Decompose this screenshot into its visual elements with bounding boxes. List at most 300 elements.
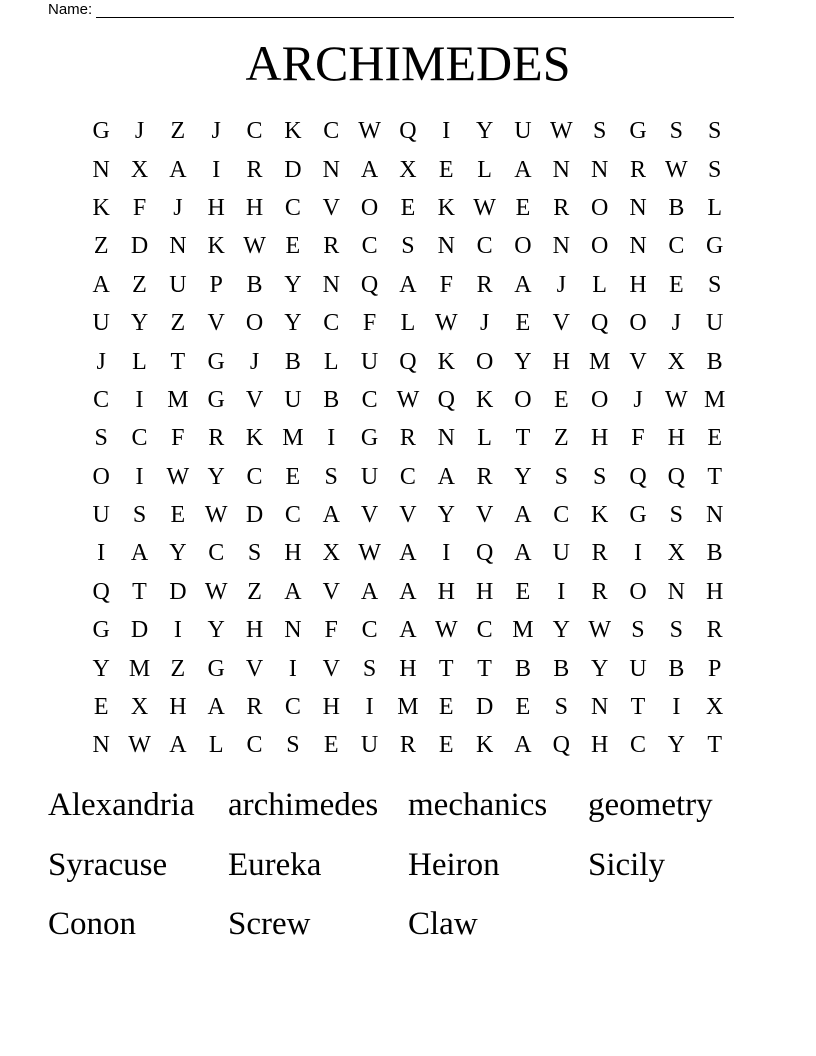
grid-letter[interactable]: H bbox=[437, 578, 455, 605]
grid-letter[interactable]: X bbox=[667, 540, 685, 567]
grid-row bbox=[82, 419, 734, 457]
grid-letter[interactable]: C bbox=[361, 386, 378, 413]
grid-letter[interactable]: S bbox=[94, 425, 108, 452]
grid-row bbox=[82, 496, 734, 534]
grid-letter[interactable]: P bbox=[707, 655, 722, 682]
grid-letter[interactable]: G bbox=[92, 617, 110, 644]
grid-letter[interactable]: I bbox=[212, 156, 221, 183]
grid-letter[interactable]: Y bbox=[514, 463, 532, 490]
grid-letter[interactable]: R bbox=[246, 156, 263, 183]
grid-letter[interactable]: Y bbox=[284, 271, 302, 298]
grid-letter[interactable]: C bbox=[93, 386, 110, 413]
grid-letter[interactable]: E bbox=[170, 502, 186, 529]
grid-letter[interactable]: Q bbox=[437, 386, 455, 413]
grid-letter[interactable]: O bbox=[514, 233, 532, 260]
grid-letter[interactable]: V bbox=[322, 194, 340, 221]
grid-letter[interactable]: A bbox=[514, 540, 532, 567]
grid-letter[interactable]: R bbox=[323, 233, 340, 260]
grid-letter[interactable]: N bbox=[667, 578, 685, 605]
grid-letter[interactable]: C bbox=[553, 502, 570, 529]
name-blank-line bbox=[96, 3, 734, 18]
grid-letter[interactable]: H bbox=[629, 271, 647, 298]
grid-letter[interactable]: X bbox=[399, 156, 417, 183]
grid-letter[interactable]: Q bbox=[667, 463, 685, 490]
grid-letter[interactable]: W bbox=[549, 118, 573, 145]
grid-letter[interactable]: K bbox=[245, 425, 264, 452]
grid-letter[interactable]: E bbox=[515, 694, 531, 721]
grid-letter[interactable]: V bbox=[399, 502, 417, 529]
grid-letter[interactable]: Y bbox=[92, 655, 110, 682]
grid-letter[interactable]: H bbox=[399, 655, 417, 682]
grid-letter[interactable]: B bbox=[668, 194, 685, 221]
grid-letter[interactable]: D bbox=[475, 694, 494, 721]
grid-letter[interactable]: W bbox=[166, 463, 190, 490]
grid-letter[interactable]: R bbox=[591, 540, 608, 567]
grid-letter[interactable]: V bbox=[207, 310, 225, 337]
grid-letter[interactable]: A bbox=[130, 540, 149, 567]
grid-letter[interactable]: W bbox=[358, 118, 381, 145]
grid-letter[interactable]: I bbox=[135, 386, 144, 413]
grid-letter[interactable]: V bbox=[322, 655, 340, 682]
grid-row bbox=[82, 458, 734, 496]
grid-letter[interactable]: T bbox=[630, 694, 646, 721]
grid-letter[interactable]: R bbox=[629, 156, 646, 183]
grid-letter[interactable]: E bbox=[438, 156, 454, 183]
grid-letter[interactable]: N bbox=[322, 156, 340, 183]
grid-letter[interactable]: A bbox=[514, 156, 532, 183]
grid-letter[interactable]: X bbox=[667, 348, 685, 375]
grid-letter[interactable]: Q bbox=[399, 118, 417, 145]
grid-letter[interactable]: W bbox=[396, 386, 420, 413]
grid-letter[interactable]: A bbox=[92, 271, 110, 298]
grid-letter[interactable]: C bbox=[476, 617, 493, 644]
grid-letter[interactable]: R bbox=[399, 425, 416, 452]
grid-letter[interactable]: S bbox=[132, 502, 147, 529]
grid-letter[interactable]: E bbox=[438, 732, 454, 759]
grid-letter[interactable]: S bbox=[592, 463, 607, 490]
grid-letter[interactable]: G bbox=[207, 348, 225, 375]
grid-letter[interactable]: L bbox=[592, 271, 607, 298]
grid-letter[interactable]: M bbox=[282, 425, 304, 452]
grid-letter[interactable]: X bbox=[706, 694, 724, 721]
grid-letter[interactable]: W bbox=[358, 540, 381, 567]
grid-letter[interactable]: S bbox=[669, 502, 683, 529]
grid-letter[interactable]: H bbox=[590, 732, 609, 759]
grid-letter[interactable]: C bbox=[284, 502, 301, 529]
grid-letter[interactable]: S bbox=[324, 463, 338, 490]
grid-letter[interactable]: U bbox=[360, 463, 379, 490]
grid-letter[interactable]: S bbox=[669, 617, 683, 644]
grid-letter[interactable]: N bbox=[590, 156, 609, 183]
grid-letter[interactable]: R bbox=[706, 617, 723, 644]
grid-letter[interactable]: G bbox=[706, 233, 724, 260]
grid-letter[interactable]: N bbox=[629, 194, 647, 221]
grid-letter[interactable]: Y bbox=[590, 655, 609, 682]
grid-letter[interactable]: M bbox=[588, 348, 611, 375]
grid-letter[interactable]: N bbox=[322, 271, 340, 298]
grid-letter[interactable]: Z bbox=[170, 655, 186, 682]
grid-letter[interactable]: Z bbox=[93, 233, 109, 260]
grid-letter[interactable]: F bbox=[439, 271, 453, 298]
grid-letter[interactable]: M bbox=[167, 386, 189, 413]
grid-letter[interactable]: W bbox=[204, 502, 228, 529]
grid-letter[interactable]: S bbox=[631, 617, 645, 644]
grid-letter[interactable]: K bbox=[437, 348, 455, 375]
grid-letter[interactable]: F bbox=[324, 617, 338, 644]
grid-letter[interactable]: B bbox=[284, 348, 301, 375]
grid-letter[interactable]: H bbox=[590, 425, 609, 452]
grid-letter[interactable]: E bbox=[553, 386, 569, 413]
grid-letter[interactable]: T bbox=[477, 655, 492, 682]
grid-letter[interactable]: C bbox=[323, 118, 340, 145]
grid-letter[interactable]: R bbox=[591, 578, 608, 605]
grid-row bbox=[82, 573, 734, 611]
grid-letter[interactable]: A bbox=[322, 502, 340, 529]
grid-letter[interactable]: S bbox=[554, 694, 568, 721]
grid-letter[interactable]: T bbox=[170, 348, 186, 375]
grid-letter[interactable]: W bbox=[665, 386, 688, 413]
grid-letter[interactable]: C bbox=[361, 617, 378, 644]
grid-letter[interactable]: R bbox=[553, 194, 570, 221]
grid-letter[interactable]: C bbox=[284, 194, 301, 221]
grid-letter[interactable]: E bbox=[285, 463, 301, 490]
grid-letter[interactable]: I bbox=[442, 118, 451, 145]
word-list bbox=[48, 780, 768, 959]
grid-letter[interactable]: U bbox=[284, 386, 302, 413]
grid-letter[interactable]: V bbox=[245, 655, 264, 682]
grid-row bbox=[82, 150, 734, 188]
grid-letter[interactable]: O bbox=[590, 194, 609, 221]
grid-letter[interactable]: E bbox=[515, 194, 531, 221]
grid-letter[interactable]: U bbox=[706, 310, 724, 337]
grid-letter[interactable]: S bbox=[286, 732, 300, 759]
grid-letter[interactable]: L bbox=[400, 310, 416, 337]
grid-letter[interactable]: T bbox=[707, 732, 722, 759]
grid-letter[interactable]: I bbox=[135, 463, 144, 490]
grid-letter[interactable]: V bbox=[475, 502, 494, 529]
grid-letter[interactable]: W bbox=[128, 732, 151, 759]
grid-letter[interactable]: C bbox=[668, 233, 685, 260]
grid-letter[interactable]: A bbox=[169, 732, 187, 759]
grid-letter[interactable]: A bbox=[169, 156, 187, 183]
grid-letter[interactable]: H bbox=[245, 194, 264, 221]
grid-letter[interactable]: R bbox=[476, 463, 493, 490]
grid-letter[interactable]: E bbox=[707, 425, 722, 452]
grid-letter[interactable]: D bbox=[245, 502, 264, 529]
grid-letter[interactable]: S bbox=[362, 655, 377, 682]
grid-letter[interactable]: O bbox=[360, 194, 379, 221]
grid-letter[interactable]: O bbox=[92, 463, 110, 490]
grid-letter[interactable]: J bbox=[671, 310, 681, 337]
grid-letter[interactable]: Y bbox=[475, 118, 494, 145]
grid-letter[interactable]: Z bbox=[170, 118, 186, 145]
grid-letter[interactable]: N bbox=[552, 156, 570, 183]
grid-letter[interactable]: L bbox=[208, 732, 224, 759]
grid-letter[interactable]: W bbox=[434, 310, 458, 337]
grid-letter[interactable]: A bbox=[399, 271, 417, 298]
grid-letter[interactable]: I bbox=[442, 540, 451, 567]
grid-letter[interactable]: S bbox=[554, 463, 568, 490]
grid-letter[interactable]: W bbox=[588, 617, 611, 644]
grid-letter[interactable]: Y bbox=[207, 463, 225, 490]
grid-letter[interactable]: R bbox=[399, 732, 416, 759]
grid-letter[interactable]: T bbox=[707, 463, 722, 490]
grid-letter[interactable]: K bbox=[475, 386, 494, 413]
grid-letter[interactable]: S bbox=[707, 118, 722, 145]
grid-letter[interactable]: O bbox=[590, 386, 609, 413]
grid-letter[interactable]: C bbox=[399, 463, 416, 490]
grid-letter[interactable]: A bbox=[360, 156, 379, 183]
grid-letter[interactable]: S bbox=[401, 233, 415, 260]
grid-letter[interactable]: A bbox=[437, 463, 455, 490]
grid-letter[interactable]: E bbox=[400, 194, 416, 221]
grid-letter[interactable]: M bbox=[512, 617, 534, 644]
grid-letter[interactable]: U bbox=[92, 502, 110, 529]
grid-letter[interactable]: H bbox=[284, 540, 302, 567]
grid-letter[interactable]: Z bbox=[132, 271, 147, 298]
grid-letter[interactable]: L bbox=[132, 348, 147, 375]
grid-letter[interactable]: N bbox=[284, 617, 302, 644]
grid-letter[interactable]: Y bbox=[552, 617, 570, 644]
grid-letter[interactable]: A bbox=[514, 271, 532, 298]
grid-letter[interactable]: C bbox=[284, 694, 301, 721]
grid-letter[interactable]: C bbox=[131, 425, 148, 452]
grid-letter[interactable]: T bbox=[438, 655, 454, 682]
grid-letter[interactable]: Z bbox=[170, 310, 186, 337]
word-list-item: Sicily bbox=[588, 846, 666, 883]
grid-letter[interactable]: H bbox=[322, 694, 340, 721]
grid-letter[interactable]: H bbox=[475, 578, 494, 605]
grid-letter[interactable]: C bbox=[208, 540, 225, 567]
grid-letter[interactable]: E bbox=[285, 233, 301, 260]
grid-letter[interactable]: S bbox=[592, 118, 607, 145]
grid-letter[interactable]: Q bbox=[92, 578, 110, 605]
grid-letter[interactable]: C bbox=[246, 463, 263, 490]
grid-letter[interactable]: I bbox=[173, 617, 182, 644]
grid-letter[interactable]: M bbox=[704, 386, 726, 413]
grid-letter[interactable]: T bbox=[132, 578, 147, 605]
grid-letter[interactable]: I bbox=[327, 425, 336, 452]
grid-letter[interactable]: B bbox=[668, 655, 685, 682]
grid-letter[interactable]: U bbox=[552, 540, 570, 567]
grid-letter[interactable]: X bbox=[130, 694, 149, 721]
grid-letter[interactable]: Q bbox=[399, 348, 417, 375]
grid-letter[interactable]: A bbox=[514, 732, 532, 759]
grid-letter[interactable]: K bbox=[590, 502, 609, 529]
grid-letter[interactable]: L bbox=[323, 348, 339, 375]
grid-letter[interactable]: I bbox=[97, 540, 106, 567]
grid-letter[interactable]: N bbox=[92, 732, 110, 759]
grid-letter[interactable]: S bbox=[669, 118, 683, 145]
grid-letter[interactable]: C bbox=[629, 732, 646, 759]
grid-letter[interactable]: B bbox=[514, 655, 531, 682]
grid-letter[interactable]: B bbox=[323, 386, 340, 413]
grid-letter[interactable]: H bbox=[245, 617, 264, 644]
grid-letter[interactable]: Q bbox=[552, 732, 570, 759]
grid-letter[interactable]: J bbox=[96, 348, 106, 375]
grid-letter[interactable]: C bbox=[323, 310, 340, 337]
grid-letter[interactable]: Y bbox=[130, 310, 149, 337]
grid-letter[interactable]: I bbox=[557, 578, 566, 605]
grid-letter[interactable]: U bbox=[92, 310, 110, 337]
grid-letter[interactable]: L bbox=[707, 194, 722, 221]
grid-letter[interactable]: G bbox=[92, 118, 110, 145]
grid-letter[interactable]: F bbox=[631, 425, 645, 452]
grid-letter[interactable]: P bbox=[209, 271, 223, 298]
grid-letter[interactable]: G bbox=[207, 655, 225, 682]
grid-letter[interactable]: N bbox=[706, 502, 724, 529]
grid-letter[interactable]: R bbox=[208, 425, 225, 452]
grid-letter[interactable]: H bbox=[667, 425, 685, 452]
grid-letter[interactable]: E bbox=[323, 732, 339, 759]
grid-letter[interactable]: F bbox=[362, 310, 377, 337]
grid-letter[interactable]: Q bbox=[629, 463, 647, 490]
grid-letter[interactable]: X bbox=[130, 156, 149, 183]
grid-letter[interactable]: G bbox=[629, 502, 647, 529]
grid-letter[interactable]: J bbox=[633, 386, 643, 413]
grid-letter[interactable]: O bbox=[590, 233, 609, 260]
grid-letter[interactable]: U bbox=[514, 118, 532, 145]
grid-letter[interactable]: Q bbox=[475, 540, 494, 567]
grid-letter[interactable]: O bbox=[475, 348, 494, 375]
grid-letter[interactable]: X bbox=[322, 540, 340, 567]
grid-letter[interactable]: I bbox=[288, 655, 297, 682]
grid-letter[interactable]: H bbox=[552, 348, 570, 375]
grid-letter[interactable]: F bbox=[171, 425, 185, 452]
grid-letter[interactable]: W bbox=[434, 617, 458, 644]
grid-letter[interactable]: J bbox=[249, 348, 260, 375]
grid-letter[interactable]: C bbox=[476, 233, 493, 260]
grid-letter[interactable]: K bbox=[437, 194, 455, 221]
grid-letter[interactable]: K bbox=[284, 118, 302, 145]
grid-letter[interactable]: N bbox=[629, 233, 647, 260]
grid-letter[interactable]: C bbox=[246, 732, 263, 759]
grid-letter[interactable]: Q bbox=[360, 271, 379, 298]
grid-letter[interactable]: M bbox=[128, 655, 151, 682]
grid-letter[interactable]: A bbox=[399, 540, 417, 567]
grid-letter[interactable]: I bbox=[633, 540, 642, 567]
grid-letter[interactable]: T bbox=[515, 425, 531, 452]
grid-letter[interactable]: Z bbox=[247, 578, 262, 605]
grid-letter[interactable]: U bbox=[169, 271, 187, 298]
grid-letter[interactable]: W bbox=[204, 578, 228, 605]
grid-letter[interactable]: E bbox=[438, 694, 454, 721]
grid-letter[interactable]: N bbox=[169, 233, 187, 260]
grid-letter[interactable]: N bbox=[437, 425, 455, 452]
grid-letter[interactable]: N bbox=[552, 233, 570, 260]
grid-letter[interactable]: J bbox=[211, 118, 221, 145]
grid-letter[interactable]: M bbox=[397, 694, 419, 721]
grid-letter[interactable]: B bbox=[706, 540, 723, 567]
grid-letter[interactable]: D bbox=[130, 617, 149, 644]
grid-letter[interactable]: S bbox=[247, 540, 262, 567]
grid-letter[interactable]: E bbox=[515, 578, 531, 605]
grid-letter[interactable]: O bbox=[514, 386, 532, 413]
grid-letter[interactable]: H bbox=[169, 694, 187, 721]
grid-letter[interactable]: G bbox=[360, 425, 379, 452]
grid-letter[interactable]: Y bbox=[169, 540, 187, 567]
grid-letter[interactable]: Y bbox=[207, 617, 225, 644]
grid-row bbox=[82, 227, 734, 265]
grid-letter[interactable]: Y bbox=[437, 502, 455, 529]
grid-letter[interactable]: Q bbox=[590, 310, 609, 337]
grid-letter[interactable]: J bbox=[134, 118, 145, 145]
grid-letter[interactable]: K bbox=[207, 233, 225, 260]
grid-letter[interactable]: H bbox=[706, 578, 724, 605]
grid-letter[interactable]: D bbox=[130, 233, 149, 260]
grid-letter[interactable]: L bbox=[477, 156, 492, 183]
grid-letter[interactable]: I bbox=[365, 694, 374, 721]
grid-letter[interactable]: R bbox=[246, 694, 263, 721]
grid-letter[interactable]: G bbox=[629, 118, 647, 145]
grid-letter[interactable]: S bbox=[707, 156, 722, 183]
grid-letter[interactable]: O bbox=[629, 578, 647, 605]
grid-letter[interactable]: G bbox=[207, 386, 225, 413]
grid-letter[interactable]: O bbox=[245, 310, 264, 337]
grid-letter[interactable]: Y bbox=[514, 348, 532, 375]
grid-letter[interactable]: Y bbox=[284, 310, 302, 337]
grid-letter[interactable]: D bbox=[169, 578, 187, 605]
grid-letter[interactable]: B bbox=[553, 655, 570, 682]
grid-letter[interactable]: W bbox=[473, 194, 496, 221]
grid-row bbox=[82, 342, 734, 380]
grid-letter[interactable]: N bbox=[92, 156, 110, 183]
grid-letter[interactable]: W bbox=[665, 156, 688, 183]
grid-row bbox=[82, 534, 734, 572]
grid-letter[interactable]: S bbox=[707, 271, 722, 298]
grid-letter[interactable]: A bbox=[360, 578, 379, 605]
grid-letter[interactable]: V bbox=[322, 578, 340, 605]
grid-letter[interactable]: A bbox=[399, 617, 417, 644]
grid-letter[interactable]: F bbox=[132, 194, 147, 221]
grid-letter[interactable]: K bbox=[92, 194, 110, 221]
grid-letter[interactable]: V bbox=[552, 310, 570, 337]
grid-letter[interactable]: V bbox=[360, 502, 379, 529]
grid-letter[interactable]: A bbox=[207, 694, 225, 721]
grid-letter[interactable]: V bbox=[629, 348, 647, 375]
grid-letter[interactable]: V bbox=[245, 386, 264, 413]
grid-letter[interactable]: C bbox=[246, 118, 263, 145]
grid-letter[interactable]: B bbox=[706, 348, 723, 375]
grid-letter[interactable]: J bbox=[556, 271, 566, 298]
grid-letter[interactable]: E bbox=[668, 271, 684, 298]
grid-letter[interactable]: K bbox=[475, 732, 494, 759]
grid-letter[interactable]: L bbox=[477, 425, 492, 452]
grid-letter[interactable]: J bbox=[479, 310, 490, 337]
grid-letter[interactable]: B bbox=[246, 271, 263, 298]
grid-letter[interactable]: N bbox=[590, 694, 609, 721]
grid-letter[interactable]: A bbox=[284, 578, 302, 605]
grid-letter[interactable]: H bbox=[207, 194, 225, 221]
grid-letter[interactable]: E bbox=[515, 310, 531, 337]
grid-letter[interactable]: I bbox=[672, 694, 681, 721]
grid-letter[interactable]: A bbox=[514, 502, 532, 529]
grid-letter[interactable]: Y bbox=[667, 732, 685, 759]
grid-letter[interactable]: U bbox=[360, 732, 379, 759]
grid-letter[interactable]: A bbox=[399, 578, 417, 605]
grid-letter[interactable]: J bbox=[173, 194, 183, 221]
grid-letter[interactable]: C bbox=[361, 233, 378, 260]
grid-letter[interactable]: U bbox=[360, 348, 379, 375]
grid-letter[interactable]: W bbox=[243, 233, 266, 260]
grid-letter[interactable]: R bbox=[476, 271, 493, 298]
grid-letter[interactable]: U bbox=[629, 655, 647, 682]
grid-letter[interactable]: E bbox=[93, 694, 109, 721]
grid-letter[interactable]: N bbox=[437, 233, 455, 260]
grid-letter[interactable]: Z bbox=[553, 425, 569, 452]
grid-letter[interactable]: O bbox=[629, 310, 647, 337]
grid-letter[interactable]: D bbox=[284, 156, 302, 183]
